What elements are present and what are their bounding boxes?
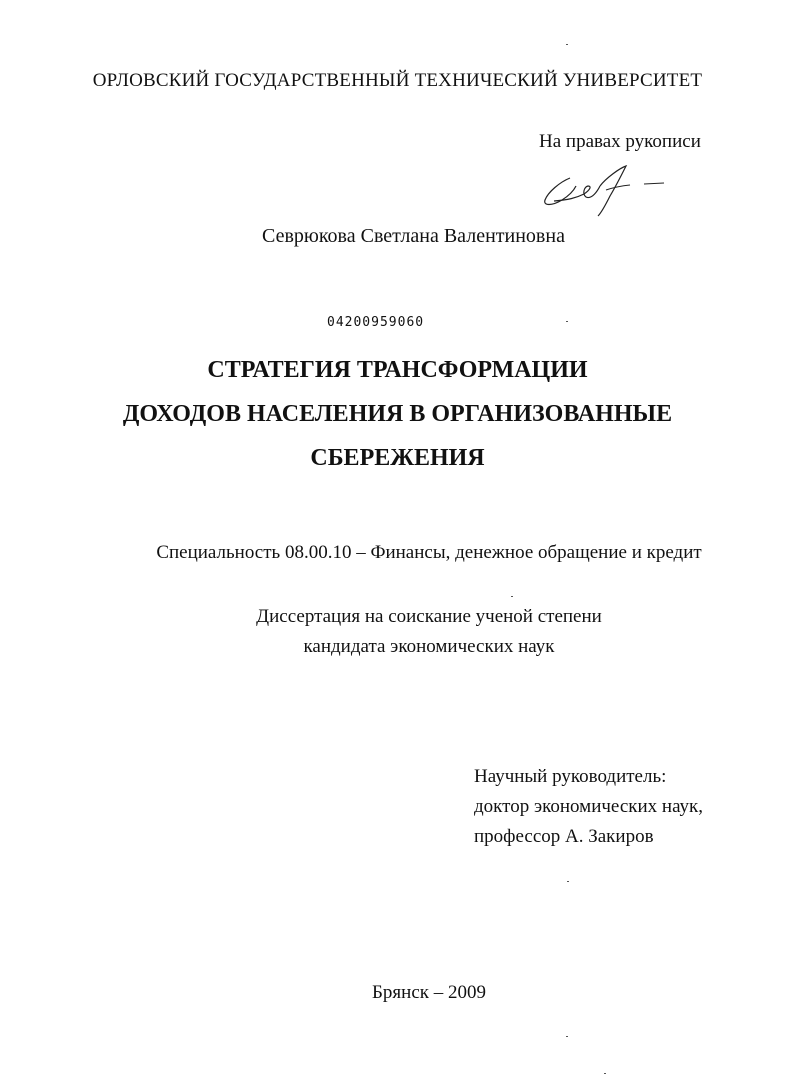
title-line: СТРАТЕГИЯ ТРАНСФОРМАЦИИ (207, 357, 588, 383)
advisor-label: Научный руководитель: (474, 766, 667, 787)
degree-statement (0, 602, 795, 662)
specialty-line: Специальность 08.00.10 – Финансы, денежное обращение и кредит (156, 542, 702, 563)
university-name: ОРЛОВСКИЙ ГОСУДАРСТВЕННЫЙ ТЕХНИЧЕСКИЙ УНИВЕРСИТЕТ (92, 70, 703, 91)
degree-line: кандидата экономических наук (303, 636, 555, 657)
scan-speck (604, 1073, 606, 1074)
title-line: СБЕРЕЖЕНИЯ (310, 445, 485, 471)
dissertation-title (0, 348, 795, 480)
degree-line: Диссертация на соискание ученой степени (256, 606, 602, 627)
manuscript-rights-note: На правах рукописи (539, 131, 701, 152)
title-line: ДОХОДОВ НАСЕЛЕНИЯ В ОРГАНИЗОВАННЫЕ (122, 401, 673, 427)
scan-speck (566, 1036, 568, 1037)
author-signature (540, 160, 670, 220)
advisor-name: профессор А. Закиров (474, 826, 654, 847)
advisor-degree: доктор экономических наук, (474, 796, 704, 817)
scan-speck (511, 596, 513, 597)
city-year: Брянск – 2009 (372, 982, 486, 1003)
registry-code: 04200959060 (327, 315, 425, 330)
scientific-advisor (474, 762, 703, 852)
scan-speck (566, 44, 568, 45)
scan-speck (566, 321, 568, 322)
author-name: Севрюкова Светлана Валентиновна (262, 225, 565, 247)
scan-speck (567, 881, 569, 882)
